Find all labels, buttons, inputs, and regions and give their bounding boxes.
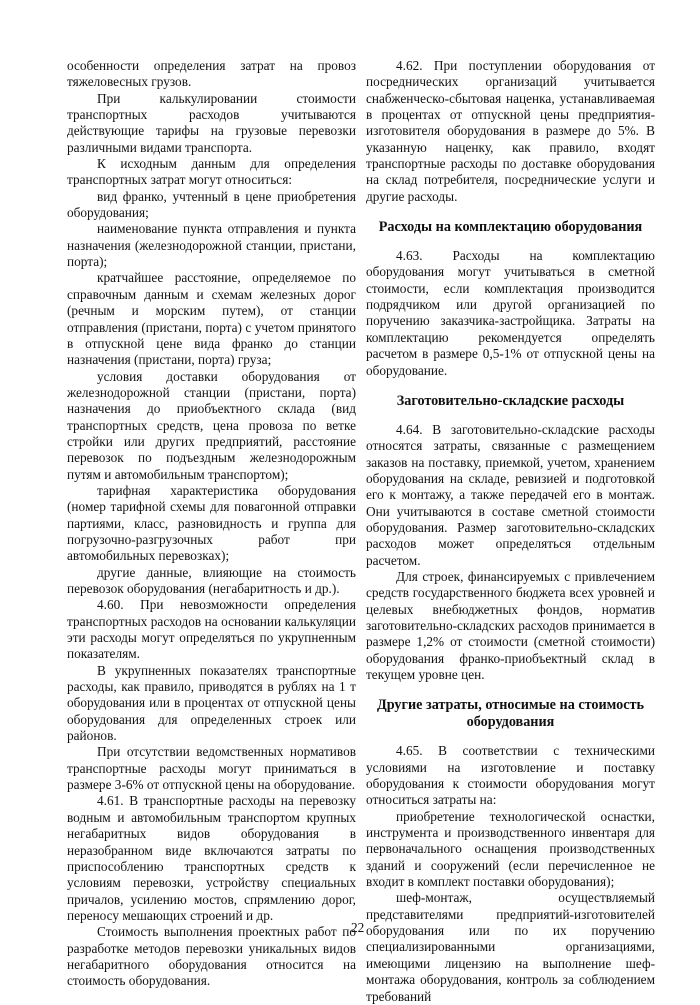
- section-heading-warehouse-costs: Заготовительно-складские расходы: [396, 392, 625, 409]
- list-item: шеф-монтаж, осуществляемый представителями предприятий-изготовителей оборудования или по их поручению специализированными организациями, имеющими лицензию на выполнение шеф-монтажа оборудования, контроль за соблюдением требований: [366, 890, 655, 1004]
- section-heading-other-costs: Другие затраты, относимые на стоимость оборудования: [376, 697, 645, 731]
- list-item: кратчайшее расстояние, определяемое по справочным данным и схемам железных дорог (речным и морским путем), от станции отправления (пристани, порта) с учетом принятого в отпускной цене вида франко до станции назначения (пристани, порта) груза;: [67, 270, 356, 368]
- paragraph: При отсутствии ведомственных нормативов транспортные расходы могут приниматься в размере 3-6% от отпускной цены на оборудование.: [67, 744, 356, 793]
- list-item: наименование пункта отправления и пункта назначения (железнодорожной станции, пристани, порта);: [67, 221, 356, 270]
- list-item: тарифная характеристика оборудования (номер тарифной схемы для повагонной отправки партиями, класс, разновидность и группа для погрузочно-разгрузочных работ при автомобильных перевозках);: [67, 482, 356, 564]
- clause-4-63: 4.63. Расходы на комплектацию оборудования могут учитываться в сметной стоимости, если комплектация производится подрядчиком или другой организацией по поручению заказчика-застройщика. Затраты на комплектацию рекомендуется определять расчетом в размере 0,5-1% от отпускной цены на оборудование.: [366, 248, 655, 378]
- right-column: [366, 58, 655, 1005]
- list-item: другие данные, влияющие на стоимость перевозок оборудования (негабаритность и др.).: [67, 564, 356, 596]
- paragraph: При калькулировании стоимости транспортных расходов учитываются действующие тарифы на грузовые перевозки различными видами транспорта.: [67, 90, 356, 155]
- list-item: вид франко, учтенный в цене приобретения оборудования;: [67, 188, 356, 221]
- page-number: 22: [351, 920, 365, 935]
- paragraph: Стоимость выполнения проектных работ по разработке методов перевозки уникальных видов негабаритного оборудования относится на стоимость оборудования.: [67, 924, 356, 989]
- clause-4-61: 4.61. В транспортные расходы на перевозку водным и автомобильным транспортом крупных негабаритных видов оборудования в неразобранном виде включаются затраты по приспособлению транспортных средств к условиям перевозки, устройству специальных причалов, усилению мостов, спрямлению дорог, переносу мешающих строений и др.: [67, 793, 356, 923]
- clause-4-64: 4.64. В заготовительно-складские расходы относятся затраты, связанные с размещением заказов на поставку, приемкой, учетом, хранением оборудования на складе, ревизией и подготовкой его к монтажу, а также передачей его в монтаж. Они учитываются в составе сметной стоимости оборудования. Размер заготовительно-складских расходов может определяться отдельным расчетом.: [366, 421, 655, 568]
- list-item: условия доставки оборудования от железнодорожной станции (пристани, порта) назначения до приобъектного склада (вид транспортных средств, цена провоза по ветке стройки или других предприятий, расстояние перевозок по подъездным железнодорожным путям и автомобильным транспортом);: [67, 368, 356, 482]
- paragraph: Для строек, финансируемых с привлечением средств государственного бюджета всех уровней и целевых внебюджетных фондов, норматив заготовительно-складских расходов принимается в размере 1,2% от стоимости (сметной стоимости) оборудования франко-приобъектный склад в текущем уровне цен.: [366, 568, 655, 682]
- list-item: приобретение технологической оснастки, инструмента и производственного инвентаря для первоначального оснащения производственных зданий и сооружений (если перечисленное не входит в комплект поставки оборудования);: [366, 808, 655, 890]
- paragraph: В укрупненных показателях транспортные расходы, как правило, приводятся в рублях на 1 т оборудования или в процентах от отпускной цены оборудования для определенных строек или районов.: [67, 662, 356, 744]
- clause-4-62: 4.62. При поступлении оборудования от посреднических организаций учитывается снабженческо-сбытовая наценка, устанавливаемая в процентах от отпускной цены предприятия-изготовителя оборудования в размере до 5%. В указанную наценку, как правило, входят транспортные расходы по доставке оборудования на склад потребителя, посреднические услуги и другие расходы.: [366, 58, 655, 204]
- left-column: [67, 58, 356, 990]
- section-heading-equipment-assembly: Расходы на комплектацию оборудования: [378, 219, 643, 236]
- paragraph: К исходным данным для определения транспортных затрат могут относиться:: [67, 156, 356, 188]
- clause-4-65: 4.65. В соответствии с техническими условиями на изготовление и поставку оборудования к стоимости оборудования могут относиться затраты на:: [366, 743, 655, 808]
- paragraph: особенности определения затрат на провоз тяжеловесных грузов.: [67, 58, 356, 90]
- clause-4-60: 4.60. При невозможности определения транспортных расходов на основании калькуляции эти расходы могут определяться по укрупненным показателям.: [67, 597, 356, 662]
